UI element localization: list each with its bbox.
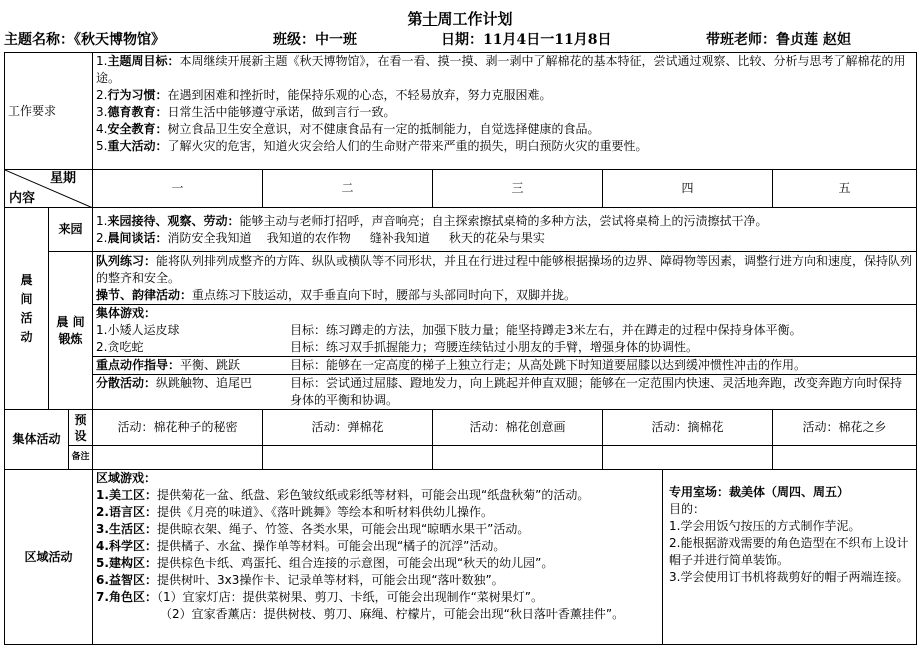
rhythm-activity: 操节、韵律活动：重点练习下肢运动，双手垂直向下时，腰部与头部同时向下，双脚并拢。 [96,288,577,302]
day-thursday: 四 [603,170,773,208]
role-area-extra: （2）宜家香薰店：提供树枝、剪刀、麻绳、柠檬片，可能会出现“秋日落叶香薰挂件”。 [160,607,625,621]
activity-monday: 活动：棉花种子的秘密 [93,410,263,446]
requirement-item: 3.德育教育：日常生活中能够遵守承诺，做到言行一致。 [96,105,396,119]
special-goal: 2.能根据游戏需要的角色造型在不织布上设计帽子并进行简单装饰。 [669,536,909,567]
arrival-content [93,208,917,252]
activity-tuesday: 活动：弹棉花 [263,410,433,446]
weekday-label: 星期 [50,171,77,186]
requirement-item: 1.主题周目标：本周继续开展新主题《秋天博物馆》，在看一看、摸一摸、剥一剥中了解棉花的基本特征，尝试通过观察、比较、分析与思考了解棉花的用途。 [96,54,906,85]
special-room-title: 专用室场：裁美体（周四、周五） [669,485,850,499]
class-info: 班级：中一班 [273,32,357,48]
area-games-title: 区域游戏： [96,471,157,485]
exercise-label: 晨 间锻炼 [49,252,93,410]
teacher-info: 带班老师：鲁贞莲 赵妲 [706,32,851,48]
plan-label: 预设 [69,410,93,446]
requirement-item: 4.安全教育：树立食品卫生安全意识，对不健康食品有一定的抵制能力，自觉选择健康的食品。 [96,122,600,136]
content-label: 内容 [9,191,36,206]
page-title: 第十周工作计划 [407,10,513,28]
area-games [96,470,644,623]
day-tuesday: 二 [263,170,433,208]
special-goal-label: 目的： [669,502,706,516]
special-room [662,470,916,644]
weekday-content-header [5,170,93,208]
day-monday: 一 [93,170,263,208]
split-activity: 分散活动：纵跳触物、追尾巴 目标：尝试通过屈膝、蹬地发力，向上跳起并伸直双腿；能够在一定范围内快速、灵活地奔跑，改变奔跑方向时保持身体的平衡和协调。 [93,374,916,409]
requirement-item: 2.行为习惯：在遇到困难和挫折时，能保持乐观的心态，不轻易放弃，努力克服困难。 [96,88,552,102]
day-wednesday: 三 [433,170,603,208]
arrival-item: 1.来园接待、观察、劳动：能够主动与老师打招呼，声音响亮；自主探索擦拭桌椅的多种方法，尝试将桌椅上的污渍擦拭干净。 [96,213,768,228]
area-item: 2.语言区：提供《月亮的味道》、《落叶跳舞》等绘本和听材料供幼儿操作。 [96,505,493,519]
collective-note-row [5,446,917,470]
requirement-item: 5.重大活动：了解火灾的危害，知道火灾会给人们的生命财产带来严重的损失，明白预防火灾的重要性。 [96,139,648,153]
requirements-content [93,53,917,170]
requirements-label: 工作要求 [5,53,93,170]
regional-row [5,470,917,645]
regional-content [93,470,917,645]
arrival-item: 2.晨间谈话：消防安全我知道 我知道的农作物 缝补我知道 秋天的花朵与果实 [96,230,545,245]
area-item: 3.生活区：提供晾衣架、绳子、竹签、各类水果，可能会出现“晾晒水果干”活动。 [96,522,530,536]
arrival-row [5,208,917,252]
morning-activity-label: 晨间活动 [5,208,49,410]
weekly-plan-table [4,52,917,645]
exercise-row [5,252,917,410]
area-item: 6.益智区：提供树叶、3x3操作卡、记录单等材料，可能会出现“落叶数独”。 [96,573,504,587]
formation-practice: 队列练习：能将队列排列成整齐的方阵、纵队或横队等不同形状，并且在行进过程中能够根据操场的边界、障碍物等因素，调整行进方向和速度，保持队列的整齐和安全。 [96,254,913,285]
key-action: 重点动作指导：平衡、跳跃 目标：能够在一定高度的梯子上独立行走；从高处跳下时知道要屈膝以达到缓冲惯性冲击的作用。 [93,356,916,374]
special-goal: 1.学会用饭勺按压的方式制作芋泥。 [669,519,861,533]
activity-wednesday: 活动：棉花创意画 [433,410,603,446]
activity-friday: 活动：棉花之乡 [773,410,917,446]
date-info: 日期：11月4日一11月8日 [441,32,612,48]
group-game-item: 2.贪吃蛇 目标：练习双手抓握能力；弯腰连续钻过小朋友的手臂，增强身体的协调性。 [96,340,699,354]
area-item: 1.美工区：提供菊花一盆、纸盘、彩色皱纹纸或彩纸等材料，可能会出现“纸盘秋菊”的活动。 [96,488,590,502]
special-goal: 3.学会使用订书机将裁剪好的帽子两端连接。 [669,570,909,584]
area-item: 7.角色区：（1）宜家灯店：提供菜树果、剪刀、卡纸，可能会出现制作“菜树果灯”。 [96,590,544,604]
area-item: 5.建构区：提供棕色卡纸、鸡蛋托、组合连接的示意图，可能会出现“秋天的幼儿园”。 [96,556,554,570]
arrival-label: 来园 [49,208,93,252]
theme-info: 主题名称：《秋天博物馆》 [4,32,165,48]
group-game-item: 1.小矮人运皮球 目标：练习蹲走的方法，加强下肢力量；能坚持蹲走3米左右，并在蹲走的过程中保持身体平衡。 [96,323,802,337]
collective-plan-row [5,410,917,446]
group-games [93,304,916,356]
day-friday: 五 [773,170,917,208]
group-games-title: 集体游戏： [96,306,157,320]
note-label: 备注 [69,446,93,470]
activity-thursday: 活动：摘棉花 [603,410,773,446]
requirements-row [5,53,917,170]
regional-activity-label: 区域活动 [5,470,93,645]
area-item: 4.科学区：提供橘子、水盆、操作单等材料。可能会出现“橘子的沉浮”活动。 [96,539,506,553]
weekday-header-row [5,170,917,208]
exercise-content [93,252,917,410]
collective-activity-label: 集体活动 [5,410,69,470]
